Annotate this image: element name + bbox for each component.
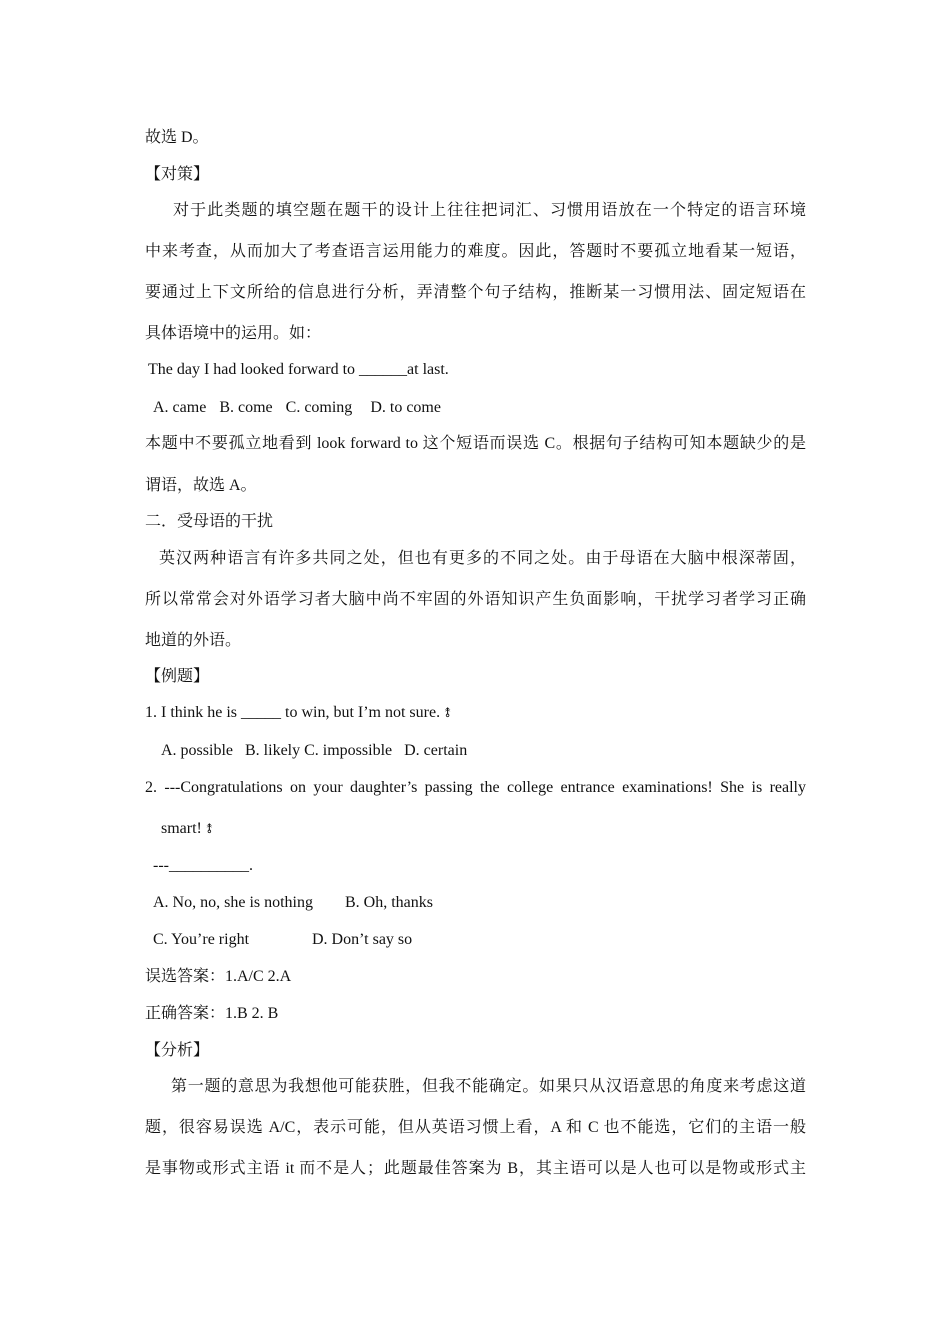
q1-option-b: B. likely (245, 742, 301, 759)
duice-para-line-2: 中来考查，从而加大了考查语言运用能力的难度。因此，答题时不要孤立地看某一短语， (145, 243, 806, 260)
fenxi-para-line-3: 是事物或形式主语 it 而不是人；此题最佳答案为 B，其主语可以是人也可以是物或形式主 (145, 1160, 806, 1177)
q1-option-c: C. impossible (304, 742, 393, 759)
section2-para-line-2: 所以常常会对外语学习者大脑中尚不牢固的外语知识产生负面影响，干扰学习者学习正确 (145, 591, 806, 608)
option-d: D. to come (370, 399, 441, 416)
q2-option-c: C. You’re right (153, 931, 250, 948)
option-b: B. come (219, 399, 273, 416)
curl-mark-icon: ⥉ (442, 705, 453, 720)
example-options (153, 398, 441, 418)
example-explanation-line-1: 本题中不要孤立地看到 look forward to 这个短语而误选 C。根据句子结构可知本题缺少的是 (145, 435, 806, 452)
q2-option-d: D. Don’t say so (312, 931, 413, 948)
question-2-blank: ---__________. (153, 857, 253, 874)
wrong-answers: 误选答案：1.A/C 2.A (145, 968, 292, 985)
section-heading-2: 二．受母语的干扰 (145, 513, 274, 530)
answer-line: 故选 D。 (145, 129, 209, 146)
duice-para-line-3: 要通过上下文所给的信息进行分析，弄清整个句子结构，推断某一习惯用法、固定短语在 (145, 284, 806, 301)
question-2-line-1: 2. ---Congratulations on your daughter’s passing the college entrance examinations! She is really (145, 779, 806, 796)
question-1-options (161, 741, 467, 761)
question-1 (145, 703, 453, 723)
correct-answers: 正确答案：1.B 2. B (145, 1005, 279, 1022)
fenxi-para-line-1: 第一题的意思为我想他可能获胜，但我不能确定。如果只从汉语意思的角度来考虑这道 (171, 1078, 806, 1095)
q2-option-a: A. No, no, she is nothing (153, 894, 313, 911)
heading-duice: 【对策】 (145, 166, 210, 183)
question-2-line-2 (161, 819, 215, 839)
q2-option-b: B. Oh, thanks (345, 894, 433, 911)
heading-fenxi: 【分析】 (145, 1042, 210, 1059)
example-explanation-line-2: 谓语，故选 A。 (145, 477, 257, 494)
q1-option-d: D. certain (404, 742, 468, 759)
heading-liti: 【例题】 (145, 668, 210, 685)
section2-para-line-1: 英汉两种语言有许多共同之处，但也有更多的不同之处。由于母语在大脑中根深蒂固， (159, 550, 806, 567)
question-2-text-end: smart! (161, 820, 202, 837)
duice-para-line-4: 具体语境中的运用。如： (145, 325, 322, 342)
question-1-text: 1. I think he is _____ to win, but I’m not sure. (145, 704, 441, 721)
duice-para-line-1: 对于此类题的填空题在题干的设计上往往把词汇、习惯用语放在一个特定的语言环境 (173, 202, 806, 219)
fenxi-para-line-2: 题，很容易误选 A/C，表示可能，但从英语习惯上看，A 和 C 也不能选，它们的主语一般 (145, 1119, 806, 1136)
section2-para-line-3: 地道的外语。 (145, 632, 242, 649)
option-c: C. coming (285, 399, 353, 416)
curl-mark-icon: ⥉ (203, 821, 215, 836)
option-a: A. came (153, 399, 207, 416)
example-sentence: The day I had looked forward to ______at last. (148, 361, 449, 378)
q1-option-a: A. possible (161, 742, 233, 759)
